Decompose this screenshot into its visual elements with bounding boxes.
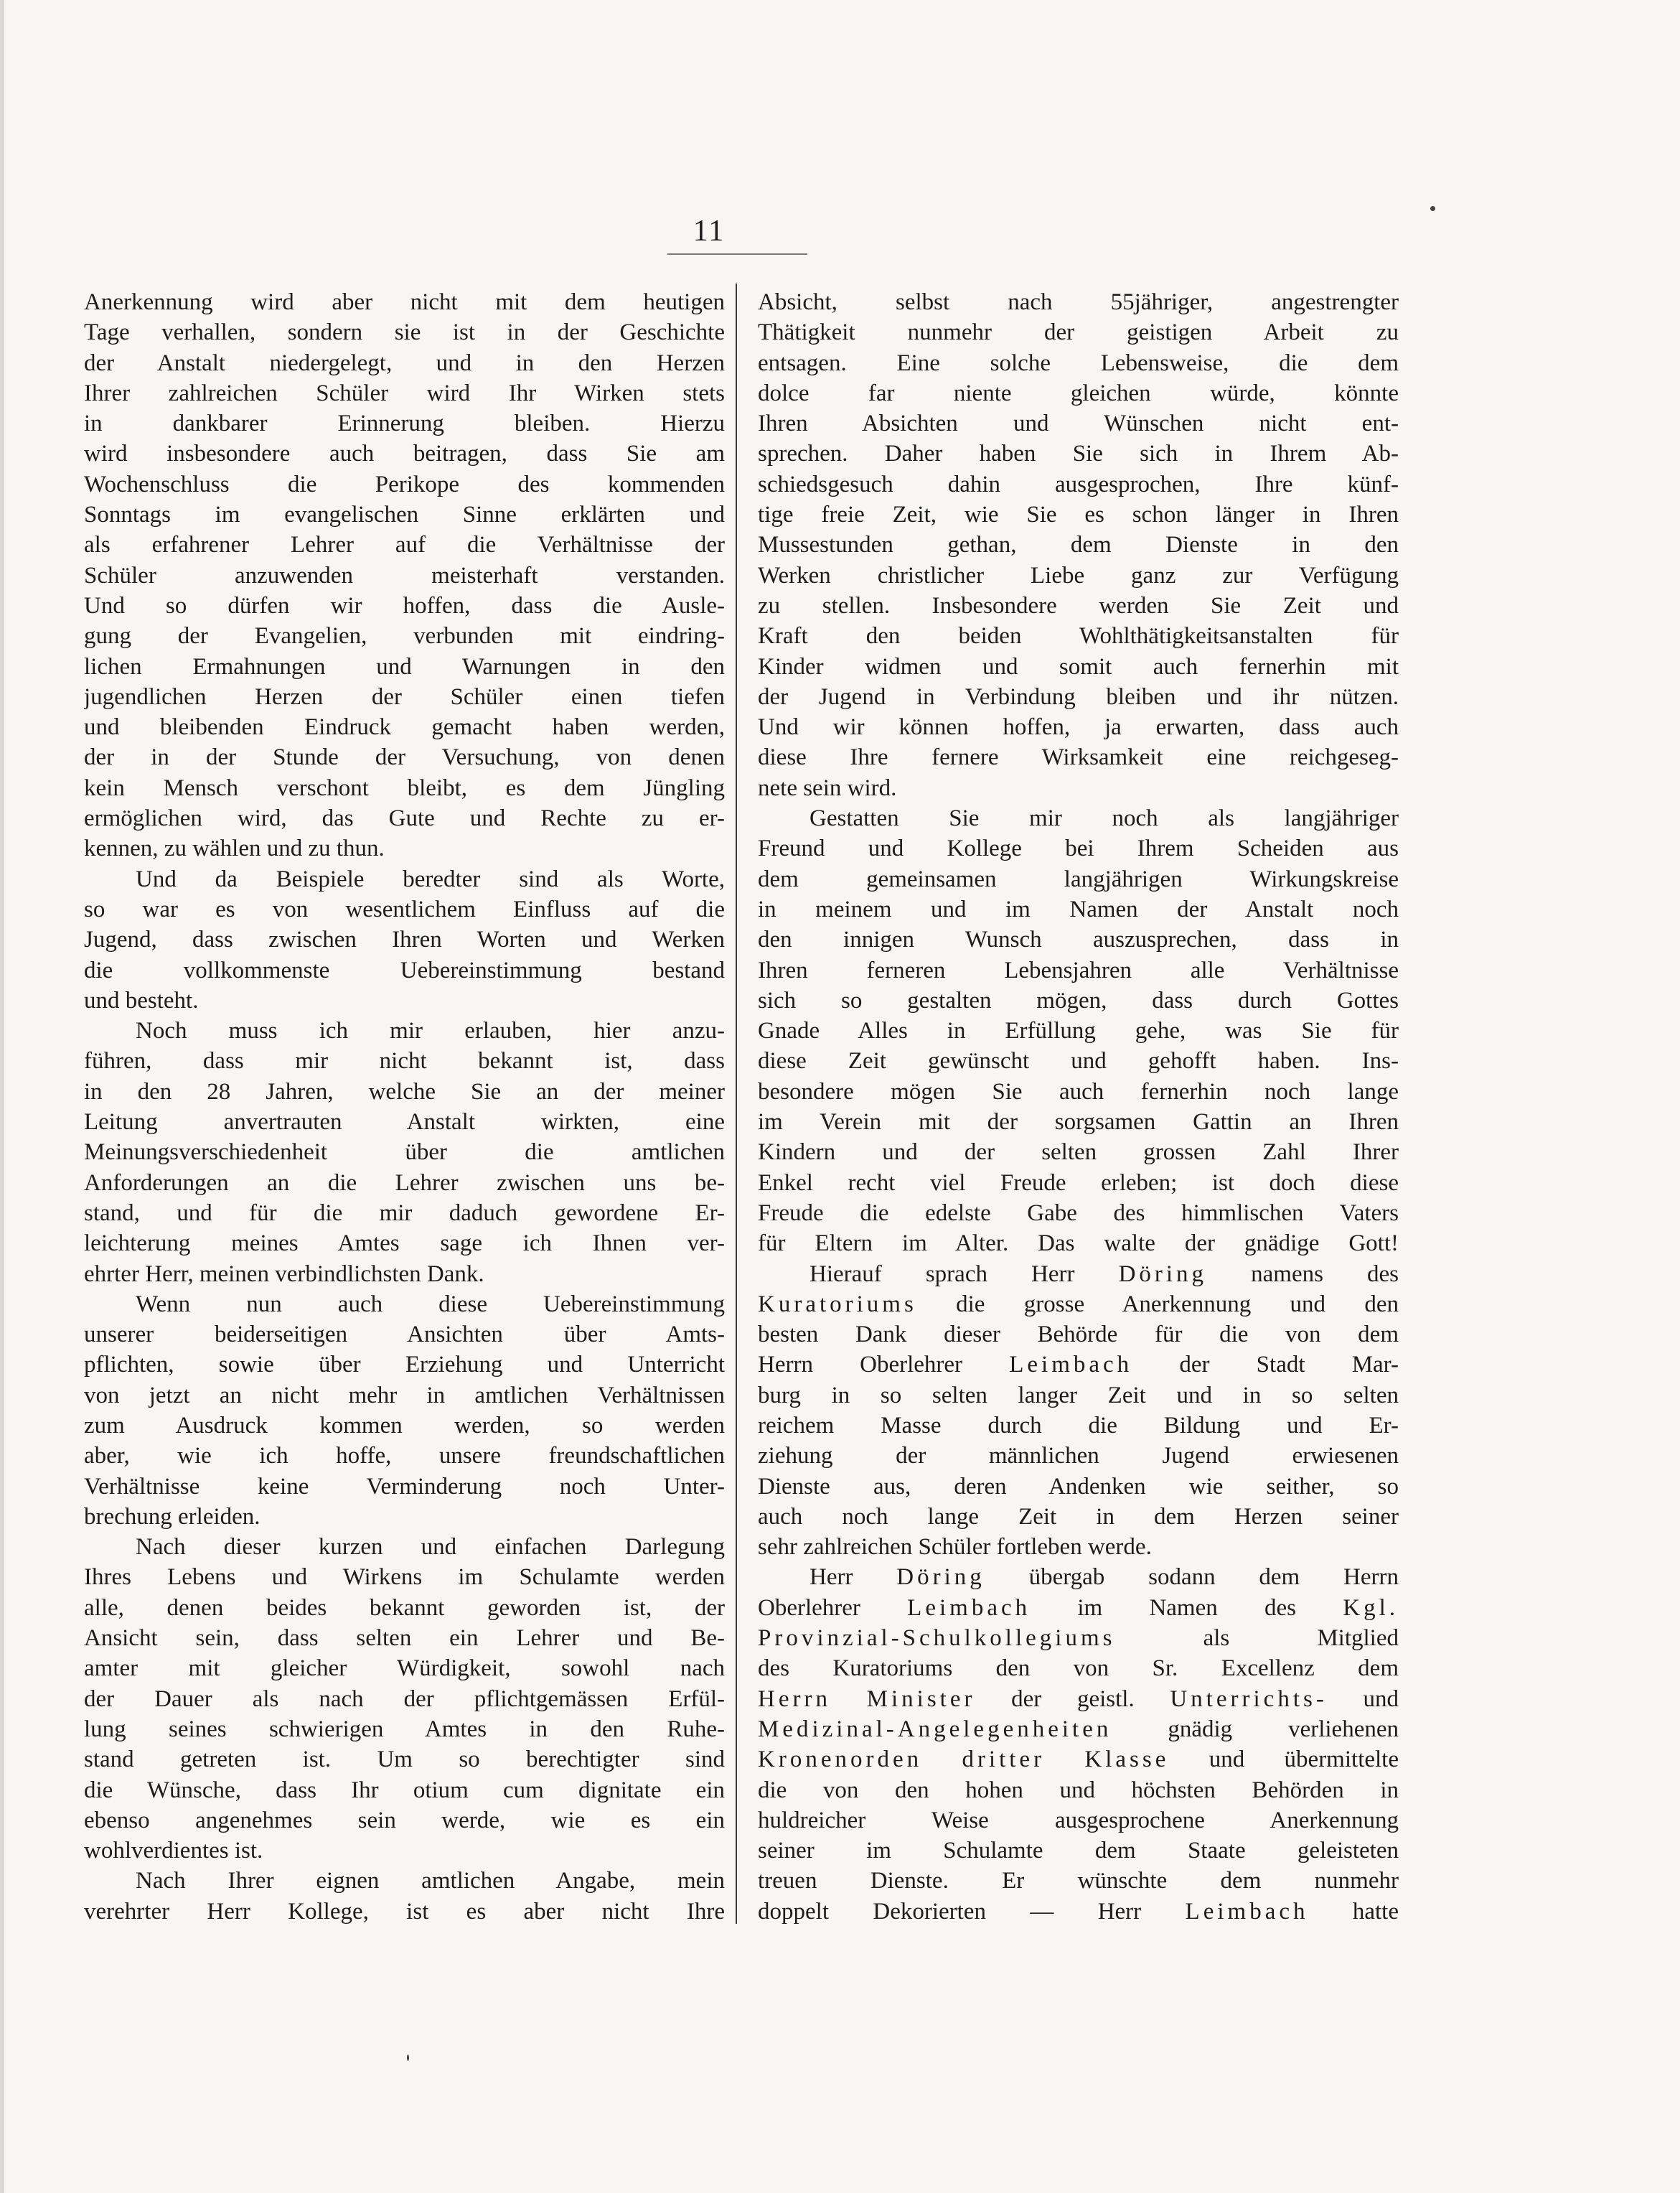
- text-line: zum Ausdruck kommen werden, so werden: [84, 1412, 725, 1439]
- text-line: Enkel recht viel Freude erleben; ist doch diese: [758, 1169, 1399, 1196]
- text-line: Thätigkeit nunmehr der geistigen Arbeit zu: [758, 319, 1399, 346]
- text-line: lichen Ermahnungen und Warnungen in den: [84, 653, 725, 680]
- text-line: brechung erleiden.: [84, 1503, 261, 1530]
- text-line: Kraft den beiden Wohlthätigkeitsanstalten für: [758, 623, 1399, 650]
- text-line: der Anstalt niedergelegt, und in den Herzen: [84, 350, 725, 376]
- text-line: Kinder widmen und somit auch fernerhin mit: [758, 653, 1399, 680]
- text-line: sehr zahlreichen Schüler fortleben werde.: [758, 1534, 1152, 1561]
- text-line: schiedsgesuch dahin ausgesprochen, Ihre künf-: [758, 471, 1399, 497]
- page-number: 11: [693, 215, 726, 248]
- text-line: diese Zeit gewünscht und gehofft haben. Ins-: [758, 1048, 1399, 1075]
- text-line: kennen, zu wählen und zu thun.: [84, 836, 385, 862]
- text-line: Herrn Minister der geistl. Unterrichts- und: [758, 1685, 1399, 1712]
- text-line: leichterung meines Amtes sage ich Ihnen ver-: [84, 1230, 725, 1257]
- text-line: jugendlichen Herzen der Schüler einen tiefen: [84, 683, 725, 710]
- text-line: Gnade Alles in Erfüllung gehe, was Sie für: [758, 1018, 1399, 1044]
- text-line: Mussestunden gethan, dem Dienste in den: [758, 532, 1399, 558]
- text-line: amter mit gleicher Würdigkeit, sowohl nach: [84, 1655, 725, 1682]
- text-line: Kindern und der selten grossen Zahl Ihrer: [758, 1139, 1399, 1166]
- text-line: Noch muss ich mir erlauben, hier anzu-: [136, 1018, 725, 1044]
- text-line: Wochenschluss die Perikope des kommenden: [84, 471, 725, 497]
- text-line: wohlverdientes ist.: [84, 1838, 263, 1864]
- text-line: Wenn nun auch diese Uebereinstimmung: [136, 1291, 725, 1317]
- text-line: führen, dass mir nicht bekannt ist, dass: [84, 1048, 725, 1075]
- text-line: stand getreten ist. Um so berechtigter sind: [84, 1747, 725, 1773]
- text-line: Freude die edelste Gabe des himmlischen Vaters: [758, 1200, 1399, 1226]
- text-line: Absicht, selbst nach 55jähriger, angestrengter: [758, 289, 1399, 315]
- page-number-rule: [667, 253, 807, 255]
- text-line: Tage verhallen, sondern sie ist in der Geschichte: [84, 319, 725, 346]
- right-column: [758, 287, 1399, 1927]
- text-line: von jetzt an nicht mehr in amtlichen Verhältnissen: [84, 1382, 725, 1408]
- text-line: Nach dieser kurzen und einfachen Darlegung: [136, 1534, 725, 1561]
- text-line: Oberlehrer Leimbach im Namen des Kgl.: [758, 1594, 1399, 1621]
- text-line: doppelt Dekorierten — Herr Leimbach hatte: [758, 1898, 1399, 1925]
- text-line: sprechen. Daher haben Sie sich in Ihrem Ab-: [758, 441, 1399, 467]
- text-line: Anerkennung wird aber nicht mit dem heutigen: [84, 289, 725, 315]
- text-line: dolce far niente gleichen würde, könnte: [758, 380, 1399, 406]
- text-line: Medizinal-Angelegenheiten gnädig verliehenen: [758, 1716, 1399, 1742]
- text-line: sich so gestalten mögen, dass durch Gottes: [758, 987, 1399, 1014]
- text-line: ebenso angenehmes sein werde, wie es ein: [84, 1807, 725, 1833]
- text-line: Und so dürfen wir hoffen, dass die Ausle-: [84, 592, 725, 619]
- text-line: Sonntags im evangelischen Sinne erklärten und: [84, 502, 725, 528]
- dust-speck: [407, 2054, 409, 2061]
- text-line: des Kuratoriums den von Sr. Excellenz dem: [758, 1655, 1399, 1682]
- text-line: Kronenorden dritter Klasse und übermittelte: [758, 1747, 1399, 1773]
- text-line: seiner im Schulamte dem Staate geleisteten: [758, 1838, 1399, 1864]
- dust-speck: [1430, 206, 1435, 211]
- text-line: ermöglichen wird, das Gute und Rechte zu er-: [84, 805, 725, 832]
- text-line: pflichten, sowie über Erziehung und Unterricht: [84, 1352, 725, 1378]
- text-line: tige freie Zeit, wie Sie es schon länger in Ihren: [758, 502, 1399, 528]
- text-line: lung seines schwierigen Amtes in den Ruhe-: [84, 1716, 725, 1742]
- text-line: Und da Beispiele beredter sind als Worte,: [136, 866, 725, 892]
- text-line: Ihrer zahlreichen Schüler wird Ihr Wirken stets: [84, 380, 725, 406]
- text-line: Werken christlicher Liebe ganz zur Verfügung: [758, 562, 1399, 589]
- text-line: Gestatten Sie mir noch als langjähriger: [810, 805, 1399, 832]
- text-line: besten Dank dieser Behörde für die von dem: [758, 1322, 1399, 1348]
- text-line: besondere mögen Sie auch fernerhin noch lange: [758, 1078, 1399, 1105]
- text-line: so war es von wesentlichem Einfluss auf die: [84, 896, 725, 922]
- text-line: im Verein mit der sorgsamen Gattin an Ihren: [758, 1109, 1399, 1136]
- text-line: dem gemeinsamen langjährigen Wirkungskreise: [758, 866, 1399, 892]
- text-line: Jugend, dass zwischen Ihren Worten und Werken: [84, 927, 725, 953]
- text-line: Meinungsverschiedenheit über die amtlichen: [84, 1139, 725, 1166]
- text-line: Und wir können hoffen, ja erwarten, dass auch: [758, 714, 1399, 741]
- text-line: verehrter Herr Kollege, ist es aber nicht Ihre: [84, 1898, 725, 1925]
- text-line: für Eltern im Alter. Das walte der gnädige Gott!: [758, 1230, 1399, 1257]
- text-line: in dankbarer Erinnerung bleiben. Hierzu: [84, 411, 725, 437]
- text-line: zu stellen. Insbesondere werden Sie Zeit und: [758, 592, 1399, 619]
- text-line: der Jugend in Verbindung bleiben und ihr nützen.: [758, 683, 1399, 710]
- text-line: den innigen Wunsch auszusprechen, dass in: [758, 927, 1399, 953]
- text-line: in meinem und im Namen der Anstalt noch: [758, 896, 1399, 922]
- text-line: Herrn Oberlehrer Leimbach der Stadt Mar-: [758, 1352, 1399, 1378]
- text-line: Freund und Kollege bei Ihrem Scheiden aus: [758, 836, 1399, 862]
- text-line: der Dauer als nach der pflichtgemässen Erfül-: [84, 1685, 725, 1712]
- text-line: aber, wie ich hoffe, unsere freundschaftlichen: [84, 1443, 725, 1469]
- text-line: wird insbesondere auch beitragen, dass Sie am: [84, 441, 725, 467]
- text-line: Provinzial-Schulkollegiums als Mitglied: [758, 1625, 1399, 1652]
- text-line: ehrter Herr, meinen verbindlichsten Dank.: [84, 1261, 484, 1287]
- text-line: treuen Dienste. Er wünschte dem nunmehr: [758, 1868, 1399, 1894]
- text-line: Ihren ferneren Lebensjahren alle Verhältnisse: [758, 957, 1399, 983]
- text-line: Ihren Absichten und Wünschen nicht ent-: [758, 411, 1399, 437]
- text-line: die Wünsche, dass Ihr otium cum dignitate ein: [84, 1777, 725, 1803]
- text-line: Ihres Lebens und Wirkens im Schulamte werden: [84, 1564, 725, 1591]
- text-line: als erfahrener Lehrer auf die Verhältnisse der: [84, 532, 725, 558]
- text-line: unserer beiderseitigen Ansichten über Amts-: [84, 1322, 725, 1348]
- text-line: Hierauf sprach Herr Döring namens des: [810, 1261, 1399, 1287]
- text-line: Kuratoriums die grosse Anerkennung und den: [758, 1291, 1399, 1317]
- text-line: Anforderungen an die Lehrer zwischen uns be-: [84, 1169, 725, 1196]
- left-column: [84, 287, 725, 1927]
- text-line: Leitung anvertrauten Anstalt wirkten, eine: [84, 1109, 725, 1136]
- text-line: reichem Masse durch die Bildung und Er-: [758, 1412, 1399, 1439]
- text-line: stand, und für die mir daduch gewordene Er-: [84, 1200, 725, 1226]
- text-line: nete sein wird.: [758, 775, 897, 801]
- text-line: Nach Ihrer eignen amtlichen Angabe, mein: [136, 1868, 725, 1894]
- text-line: die vollkommenste Uebereinstimmung bestand: [84, 957, 725, 983]
- text-line: Verhältnisse keine Verminderung noch Unter-: [84, 1473, 725, 1500]
- text-line: Ansicht sein, dass selten ein Lehrer und Be-: [84, 1625, 725, 1652]
- text-line: der in der Stunde der Versuchung, von denen: [84, 744, 725, 771]
- text-line: Dienste aus, deren Andenken wie seither, so: [758, 1473, 1399, 1500]
- text-line: auch noch lange Zeit in dem Herzen seiner: [758, 1503, 1399, 1530]
- text-line: und bleibenden Eindruck gemacht haben werden,: [84, 714, 725, 741]
- page-edge: [0, 0, 4, 2193]
- text-line: gung der Evangelien, verbunden mit eindring-: [84, 623, 725, 650]
- text-line: huldreicher Weise ausgesprochene Anerkennung: [758, 1807, 1399, 1833]
- text-line: Schüler anzuwenden meisterhaft verstanden.: [84, 562, 725, 589]
- column-divider: [736, 284, 737, 1924]
- text-line: Herr Döring übergab sodann dem Herrn: [810, 1564, 1399, 1591]
- text-line: in den 28 Jahren, welche Sie an der meiner: [84, 1078, 725, 1105]
- text-line: die von den hohen und höchsten Behörden in: [758, 1777, 1399, 1803]
- text-line: ziehung der männlichen Jugend erwiesenen: [758, 1443, 1399, 1469]
- text-line: und besteht.: [84, 987, 199, 1014]
- text-line: alle, denen beides bekannt geworden ist, der: [84, 1594, 725, 1621]
- text-line: burg in so selten langer Zeit und in so selten: [758, 1382, 1399, 1408]
- text-line: diese Ihre fernere Wirksamkeit eine reichgeseg-: [758, 744, 1399, 771]
- text-line: entsagen. Eine solche Lebensweise, die dem: [758, 350, 1399, 376]
- text-line: kein Mensch verschont bleibt, es dem Jüngling: [84, 775, 725, 801]
